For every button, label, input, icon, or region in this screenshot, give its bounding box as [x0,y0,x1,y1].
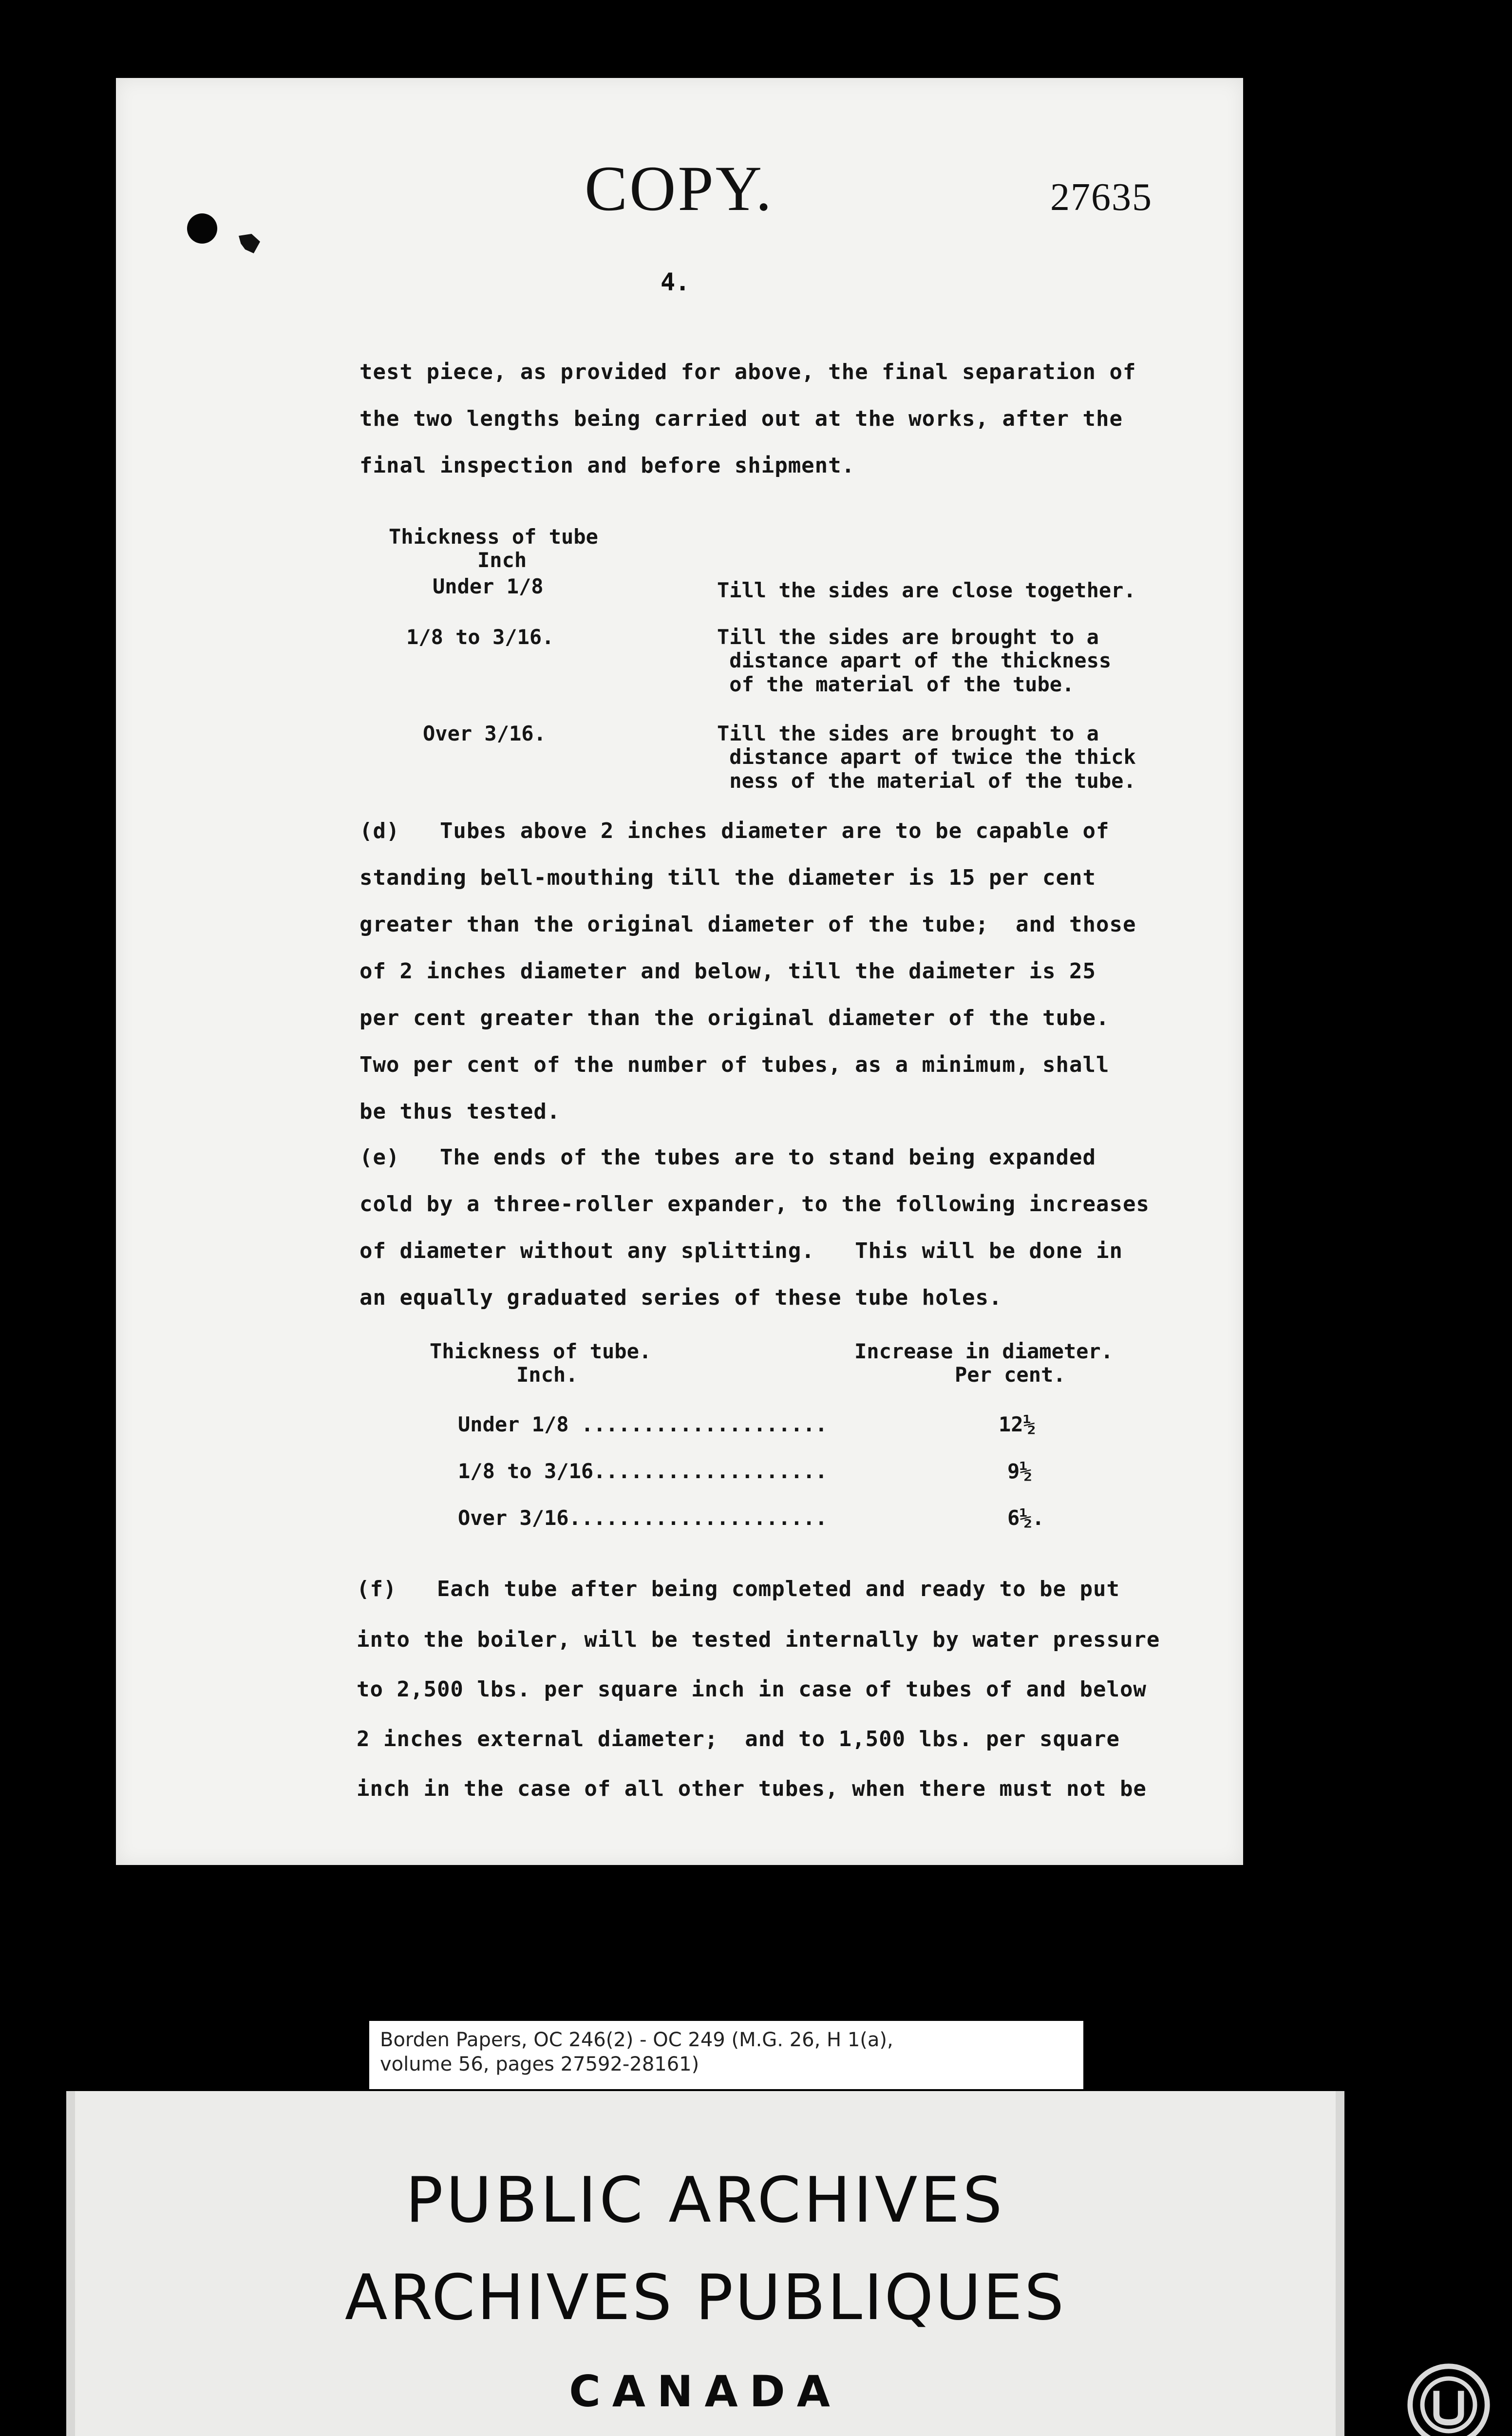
para-d-line: standing bell-mouthing till the diameter is 15 per cent [359,865,1096,890]
expansion-thickness: Under 1/8 .................... [458,1412,828,1436]
expansion-thickness: Over 3/16..................... [458,1506,828,1530]
para-d-line: greater than the original diameter of the tube; and those [359,912,1136,937]
archive-reference-line: volume 56, pages 27592-28161) [380,2053,699,2075]
para-d-line: be thus tested. [359,1099,561,1124]
flattening-requirement: Till the sides are brought to a distance apart of the thickness of the material of the tube. [717,625,1112,696]
para-d-line: Two per cent of the number of tubes, as a minimum, shall [359,1052,1110,1077]
intro-line: the two lengths being carried out at the works, after the [359,406,1123,431]
archive-reference-line: Borden Papers, OC 246(2) - OC 249 (M.G. 26, H 1(a), [380,2029,893,2051]
flattening-table-unit: Inch [477,548,527,572]
expansion-table-header-right: Increase in diameter. [854,1339,1114,1363]
intro-line: final inspection and before shipment. [359,453,855,478]
para-f-line: 2 inches external diameter; and to 1,500 lbs. per square [357,1727,1120,1751]
para-e-line: (e) The ends of the tubes are to stand being expanded [359,1145,1096,1170]
para-f-line: inch in the case of all other tubes, when there must not be [357,1776,1147,1801]
expansion-thickness: 1/8 to 3/16................... [458,1459,828,1483]
punch-hole [187,213,217,244]
para-e-line: cold by a three-roller expander, to the following increases [359,1192,1150,1217]
para-e-line: an equally graduated series of these tube holes. [359,1285,1002,1310]
para-f-line: into the boiler, will be tested internally by water pressure [357,1627,1160,1652]
flattening-requirement: Till the sides are close together. [717,578,1136,602]
flattening-requirement: Till the sides are brought to a distance apart of twice the thick ness of the material of the tube. [717,722,1136,793]
expansion-table-unit-left: Inch. [516,1363,578,1387]
expansion-table-unit-right: Per cent. [955,1363,1066,1387]
expansion-increase: 9½ [1007,1459,1032,1483]
flattening-thickness: Under 1/8 [433,574,544,598]
archive-seal-icon [1405,2361,1493,2436]
archive-country: CANADA [569,2366,842,2417]
copy-stamp: COPY. [585,152,774,224]
archive-target-card [66,2091,1344,2436]
para-f-line: (f) Each tube after being completed and ready to be put [357,1577,1120,1601]
expansion-increase: 12½ [999,1412,1036,1436]
ink-mark [239,234,260,253]
para-e-line: of diameter without any splitting. This will be done in [359,1238,1123,1263]
para-d-line: per cent greater than the original diameter of the tube. [359,1006,1110,1030]
document-page [116,78,1243,1865]
flattening-thickness: Over 3/16. [423,722,546,745]
page-number: 4. [661,268,690,296]
expansion-increase: 6½. [1007,1506,1044,1530]
para-d-line: of 2 inches diameter and below, till the daimeter is 25 [359,959,1096,984]
flattening-thickness: 1/8 to 3/16. [406,625,554,649]
intro-line: test piece, as provided for above, the final separation of [359,360,1136,384]
archive-name-french: ARCHIVES PUBLIQUES [344,2262,1066,2334]
para-d-line: (d) Tubes above 2 inches diameter are to be capable of [359,818,1110,843]
para-f-line: to 2,500 lbs. per square inch in case of tubes of and below [357,1677,1147,1702]
page-id-stamp: 27635 [1050,176,1153,219]
archive-reference-label [369,2021,1083,2089]
expansion-table-header-left: Thickness of tube. [430,1339,652,1363]
archive-name-english: PUBLIC ARCHIVES [405,2164,1005,2237]
flattening-table-header: Thickness of tube [389,525,598,549]
